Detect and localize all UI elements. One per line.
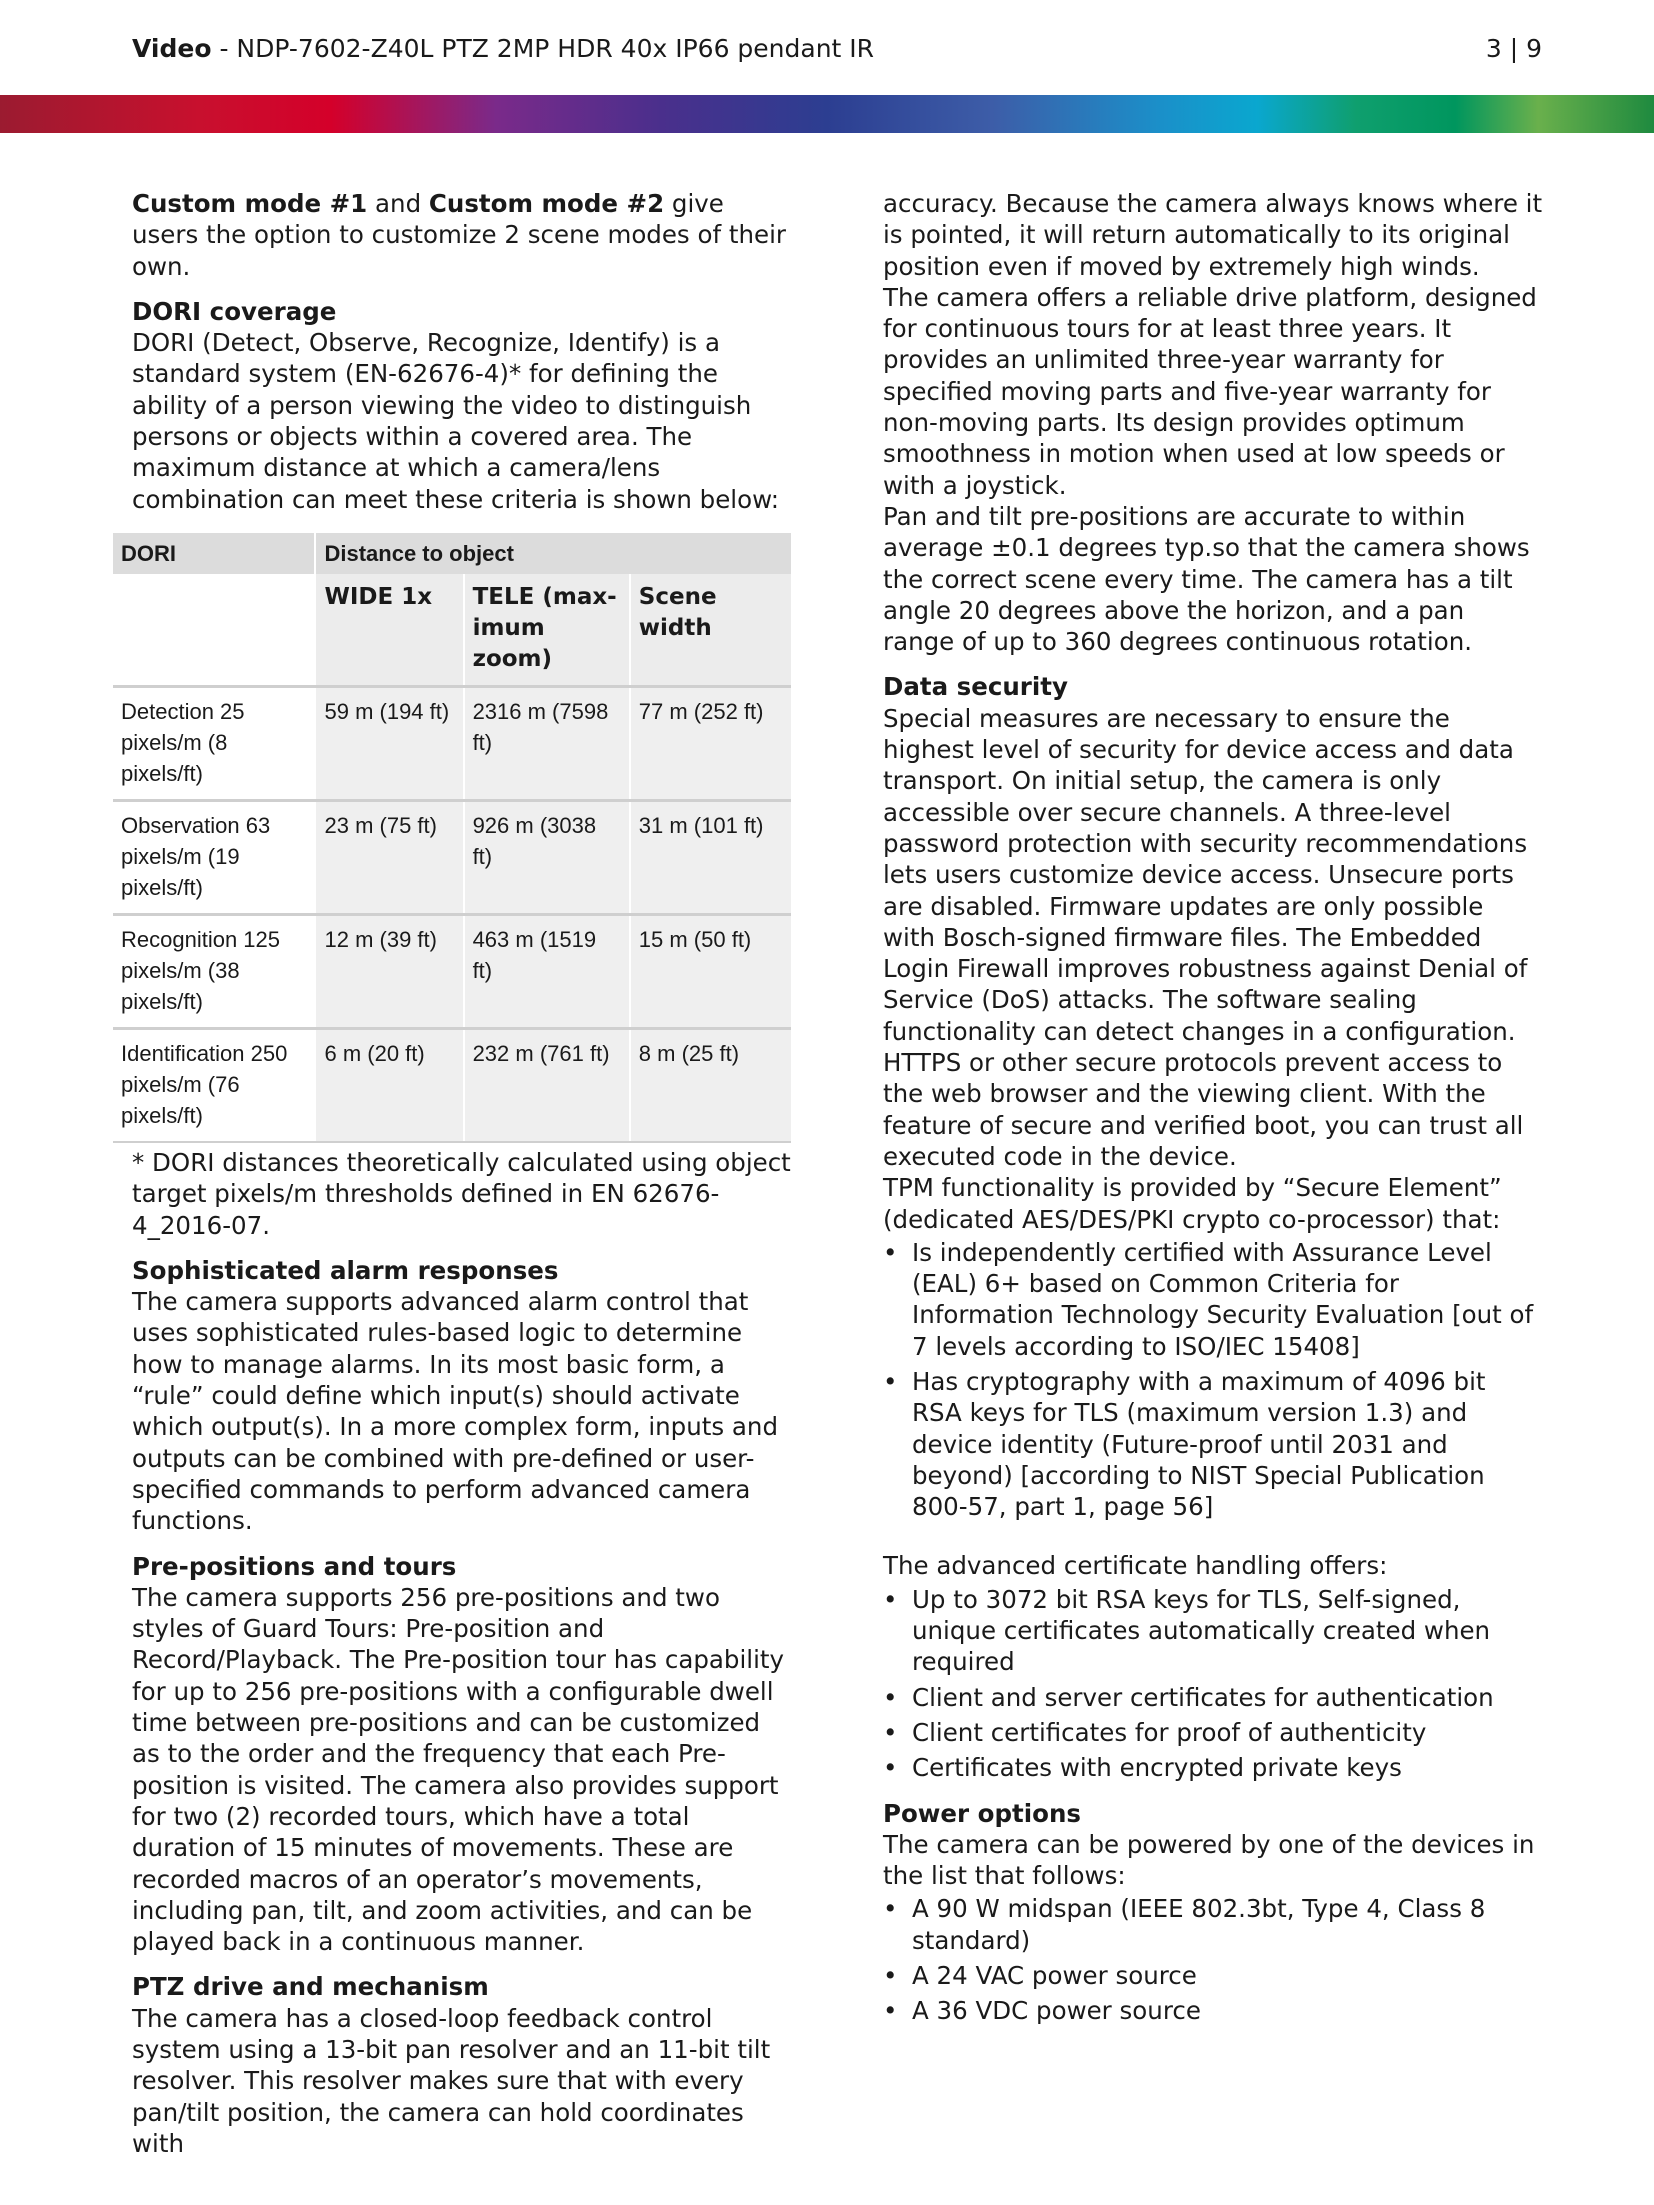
alarm-heading: Sophisticated alarm responses	[132, 1255, 559, 1285]
wide-cell: 23 m (75 ft)	[315, 800, 463, 914]
ptz-continued-2: The camera offers a reliable drive platform, designed for continuous tours for at least three years. It provides an unlimited three-year warranty for specified moving parts and five-year warranty for non-moving parts. Its design provides optimum smoothness in motion when used at low speeds or with a joystick.	[883, 282, 1537, 500]
brand-color-band	[0, 95, 1654, 133]
page-number: 3 | 9	[1485, 34, 1542, 63]
wide-cell: 12 m (39 ft)	[315, 914, 463, 1028]
power-list	[883, 1893, 1543, 2026]
table-row	[113, 686, 791, 800]
table-row	[113, 1028, 791, 1142]
tele-cell: 232 m (761 ft)	[464, 1028, 630, 1142]
tele-cell: 463 m (1519 ft)	[464, 914, 630, 1028]
header-title-bold: Video	[132, 34, 212, 63]
wide-cell: 59 m (194 ft)	[315, 686, 463, 800]
power-heading: Power options	[883, 1798, 1081, 1828]
blank-sub-header	[113, 574, 315, 687]
custom-mode-1-label: Custom mode #1	[132, 189, 368, 218]
row-label: Recognition 125 pixels/m (38 pixels/ft)	[113, 914, 315, 1028]
list-item: • Is independently certified with Assurance Level (EAL) 6+ based on Common Criteria for Information Technology Security Evaluation [out of 7 levels according to ISO/IEC 15408]	[883, 1237, 1543, 1362]
table-row	[113, 914, 791, 1028]
dori-footnote: * DORI distances theoretically calculated using object target pixels/m thresholds defined in EN 62676-4_2016-07.	[132, 1147, 791, 1240]
alarm-text: The camera supports advanced alarm control that uses sophisticated rules-based logic to determine how to manage alarms. In its most basic form, a “rule” could define which input(s) should activate which output(s). In a more complex form, inputs and outputs can be combined with pre-defined or user-specified commands to perform advanced camera functions.	[132, 1287, 778, 1536]
dori-table	[113, 533, 791, 1143]
intro-connector: and	[367, 189, 429, 218]
tpm-text: TPM functionality is provided by “Secure Element” (dedicated AES/DES/PKI crypto co-processor) that:	[883, 1173, 1502, 1234]
row-label: Observation 63 pixels/m (19 pixels/ft)	[113, 800, 315, 914]
tours-heading: Pre-positions and tours	[132, 1551, 457, 1581]
security-text: Special measures are necessary to ensure the highest level of security for device access and data transport. On initial setup, the camera is only accessible over secure channels. A three-level password protection with security recommendations lets users customize device access. Unsecure ports are disabled. Firmware updates are only possible with Bosch-signed firmware files. The Embedded Login Firewall improves robustness against Denial of Service (DoS) attacks. The software sealing functionality can detect changes in a configuration. HTTPS or other secure protocols prevent access to the web browser and the viewing client. With the feature of secure and verified boot, you can trust all executed code in the device.	[883, 703, 1528, 1171]
tele-sub-header: TELE (max-imum zoom)	[464, 574, 630, 687]
tele-cell: 926 m (3038 ft)	[464, 800, 630, 914]
tours-text: The camera supports 256 pre-positions and two styles of Guard Tours: Pre-position and Record/Playback. The Pre-position tour has capability for up to 256 pre-positions with a configurable dwell time between pre-positions and can be customized as to the order and the frequency that each Pre-position is visited. The camera also provides support for two (2) recorded tours, which have a total duration of 15 minutes of movements. These are recorded macros of an operator’s movements, including pan, tilt, and zoom activities, and can be played back in a continuous manner.	[132, 1582, 784, 1957]
intro-rest: give users the option to customize 2 scene modes of their own.	[132, 189, 786, 281]
left-column	[121, 188, 792, 2159]
ptz-text: The camera has a closed-loop feedback control system using a 13-bit pan resolver and an 11-bit tilt resolver. This resolver makes sure that with every pan/tilt position, the camera can hold coordinates with	[132, 2003, 771, 2158]
distance-col-header: Distance to object	[315, 533, 791, 574]
scene-sub-header: Scene width	[630, 574, 791, 687]
dori-text: DORI (Detect, Observe, Recognize, Identify) is a standard system (EN-62676-4)* for defining the ability of a person viewing the video to distinguish persons or objects within a covered area. The maximum distance at which a camera/lens combination can meet these criteria is shown below:	[132, 328, 780, 514]
cert-list	[883, 1584, 1543, 1784]
list-item: • A 90 W midspan (IEEE 802.3bt, Type 4, Class 8 standard)	[883, 1893, 1543, 1956]
right-column	[883, 188, 1543, 2031]
cert-intro: The advanced certificate handling offers:	[883, 1551, 1388, 1581]
wide-cell: 6 m (20 ft)	[315, 1028, 463, 1142]
header-title: - NDP-7602-Z40L PTZ 2MP HDR 40x IP66 pendant IR	[211, 34, 875, 63]
list-item: • A 36 VDC power source	[883, 1995, 1543, 2026]
scene-cell: 31 m (101 ft)	[630, 800, 791, 914]
scene-cell: 8 m (25 ft)	[630, 1028, 791, 1142]
list-item: • Up to 3072 bit RSA keys for TLS, Self-signed, unique certificates automatically created when required	[883, 1584, 1543, 1678]
table-row	[113, 800, 791, 914]
tele-cell: 2316 m (7598 ft)	[464, 686, 630, 800]
row-label: Detection 25 pixels/m (8 pixels/ft)	[113, 686, 315, 800]
ptz-heading: PTZ drive and mechanism	[132, 1972, 489, 2002]
dori-heading: DORI coverage	[132, 296, 337, 326]
security-heading: Data security	[883, 672, 1068, 702]
list-item: • Certificates with encrypted private keys	[883, 1752, 1543, 1783]
list-item: • Has cryptography with a maximum of 4096 bit RSA keys for TLS (maximum version 1.3) and device identity (Future-proof until 2031 and beyond) [according to NIST Special Publication 800-57, part 1, page 56]	[883, 1366, 1543, 1522]
power-text: The camera can be powered by one of the devices in the list that follows:	[883, 1829, 1535, 1891]
page-header	[132, 34, 1542, 74]
intro-paragraph	[132, 188, 792, 282]
custom-mode-2-label: Custom mode #2	[428, 189, 665, 218]
dori-col-header: DORI	[113, 533, 315, 574]
list-item: • Client certificates for proof of authenticity	[883, 1717, 1543, 1748]
tpm-list	[883, 1237, 1543, 1523]
ptz-continued-1: accuracy. Because the camera always knows where it is pointed, it will return automatically to its original position even if moved by extremely high winds.	[883, 189, 1543, 281]
scene-cell: 77 m (252 ft)	[630, 686, 791, 800]
list-item: • A 24 VAC power source	[883, 1960, 1543, 1991]
ptz-continued-3: Pan and tilt pre-positions are accurate to within average ±0.1 degrees typ.so that the camera shows the correct scene every time. The camera has a tilt angle 20 degrees above the horizon, and a pan range of up to 360 degrees continuous rotation.	[883, 501, 1530, 657]
wide-sub-header: WIDE 1x	[315, 574, 463, 687]
row-label: Identification 250 pixels/m (76 pixels/ft)	[113, 1028, 315, 1142]
list-item: • Client and server certificates for authentication	[883, 1682, 1543, 1713]
scene-cell: 15 m (50 ft)	[630, 914, 791, 1028]
